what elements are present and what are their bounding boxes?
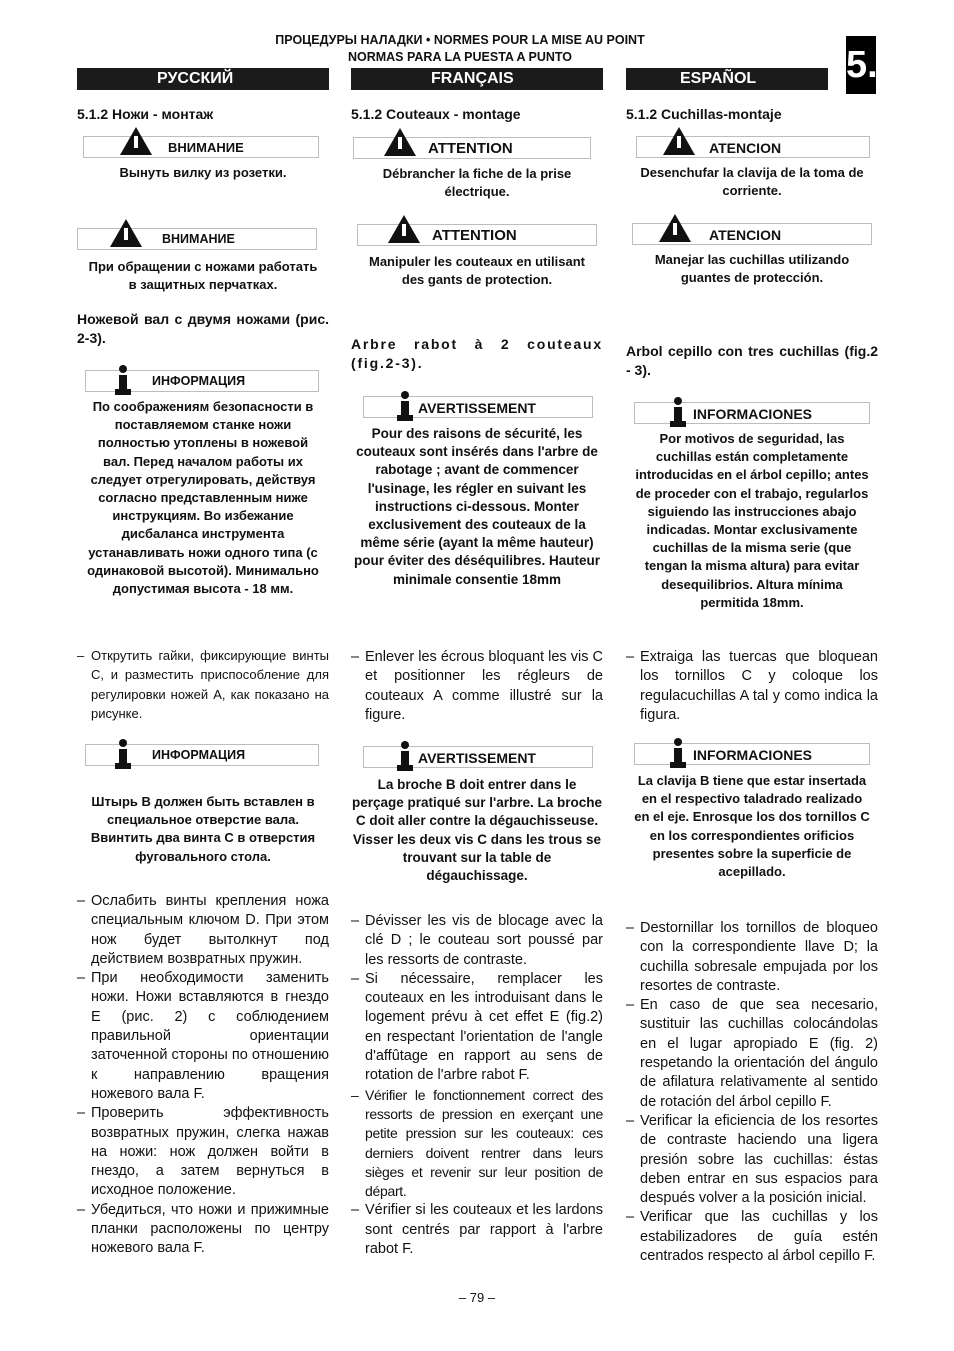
column-russian bbox=[77, 68, 329, 1298]
warning-triangle-icon bbox=[663, 127, 695, 155]
step-item: – Vérifier si les couteaux et les lardons sont centrés par rapport à l'arbre rabot F. bbox=[351, 1201, 603, 1259]
info-icon bbox=[661, 397, 695, 429]
step-item: – Убедиться, что ножи и прижимные планки расположены по центру ножевого вала F. bbox=[77, 1201, 329, 1259]
info-box bbox=[363, 746, 593, 768]
info-box bbox=[634, 743, 870, 765]
info-icon bbox=[106, 365, 140, 397]
info-label: ИНФОРМАЦИЯ bbox=[152, 374, 246, 388]
language-band: РУССКИЙ bbox=[77, 68, 329, 90]
step-item: – Ослабить винты крепления ножа специальным ключом D. При этом нож будет вытолкнут под действием возвратных пружин. bbox=[77, 892, 329, 969]
info-icon bbox=[388, 391, 422, 423]
warning-box bbox=[632, 223, 872, 245]
column-spanish bbox=[626, 68, 878, 1298]
warning-box bbox=[77, 228, 317, 250]
info-label: AVERTISSEMENT bbox=[418, 400, 536, 416]
header-line-2: NORMAS PARA LA PUESTA A PUNTO bbox=[347, 50, 573, 64]
info-icon bbox=[106, 739, 140, 771]
section-number: 5. bbox=[846, 36, 876, 94]
section-heading: 5.1.2 Cuchillas-montaje bbox=[626, 106, 782, 122]
step-item: – Extraiga las tuercas que bloquean los tornillos C y coloque los regulacuchillas A tal y como indica la figura. bbox=[626, 648, 878, 725]
warning-text: Manejar las cuchillas utilizando guantes de protección. bbox=[654, 252, 850, 286]
step-item: – Открутить гайки, фиксирующие винты C, и разместить приспособление для регулировки ножей A, как показано на рисунке. bbox=[77, 646, 329, 723]
step-item: – Enlever les écrous bloquant les vis C et positionner les régleurs de couteaux A comme illustré sur la figure. bbox=[351, 648, 603, 725]
info-text: La clavija B tiene que estar insertada en el respectivo taladrado realizado en el eje. Enrosque los dos tornillos C en los correspondientes orificios presentes sobre la superficie de acepillado. bbox=[634, 773, 870, 880]
info-text: La broche B doit entrer dans le perçage pratiqué sur l'arbre. La broche C doit aller contre la dégauchisseuse. Visser les deux vis C dans les trous se trouvant sur la table de dégauchissage. bbox=[351, 777, 603, 884]
info-label: INFORMACIONES bbox=[693, 406, 812, 422]
subheading: Ножевой вал с двумя ножами (рис. 2-3). bbox=[77, 311, 329, 346]
warning-triangle-icon bbox=[120, 127, 152, 155]
section-heading: 5.1.2 Couteaux - montage bbox=[351, 106, 521, 122]
warning-label: ВНИМАНИЕ bbox=[168, 140, 244, 155]
page-number: – 79 – bbox=[458, 1290, 496, 1305]
step-item: – Verificar que las cuchillas y los estabilizadores de guía estén centrados respecto al árbol cepillo F. bbox=[626, 1208, 878, 1266]
warning-text: Desenchufar la clavija de la toma de corriente. bbox=[640, 165, 864, 199]
info-box bbox=[85, 744, 319, 766]
warning-label: ВНИМАНИЕ bbox=[162, 232, 235, 246]
step-item: – En caso de que sea necesario, sustituir las cuchillas colocándolas en el lugar apropiado E (fig. 2) respetando la orientación del ángulo de afilatura relativamente al sentido de rotación del árbol cepillo F. bbox=[626, 996, 878, 1112]
info-icon bbox=[388, 741, 422, 773]
warning-label: ATTENTION bbox=[432, 227, 517, 244]
section-heading: 5.1.2 Ножи - монтаж bbox=[77, 106, 214, 122]
info-text: Штырь B должен быть вставлен в специальное отверстие вала. Ввинтить два винта C в отверстия фуговального стола. bbox=[90, 794, 316, 864]
warning-box bbox=[636, 136, 870, 158]
subheading: Arbre rabot à 2 couteaux (fig.2-3). bbox=[351, 336, 603, 371]
language-band: ESPAÑOL bbox=[626, 68, 828, 90]
step-item: – Dévisser les vis de blocage avec la clé D ; le couteau sort poussé par les ressorts de contraste. bbox=[351, 912, 603, 970]
warning-text: Manipuler les couteaux en utilisant des gants de protection. bbox=[369, 254, 585, 288]
warning-label: ATENCION bbox=[709, 140, 782, 156]
info-box bbox=[634, 402, 870, 424]
steps-list bbox=[77, 892, 329, 1259]
warning-label: ATENCION bbox=[709, 227, 782, 243]
warning-box bbox=[83, 136, 319, 158]
step-item: – Verificar la eficiencia de los resortes de contraste haciendo una ligera presión sobre las cuchillas: éstas deben entrar en sus espacios para después volver a la posición inicial. bbox=[626, 1112, 878, 1208]
step-item: – Si nécessaire, remplacer les couteaux en les introduisant dans le logement prévu à cet effet E (fig.2) en respectant l'orientation de l'angle d'affûtage en rapport au sens de rotation de l'arbre rabot F. bbox=[351, 970, 603, 1086]
warning-triangle-icon bbox=[659, 214, 691, 242]
info-text: Por motivos de seguridad, las cuchillas están completamente introducidas en el árbol cepillo; antes de proceder con el trabajo, regularlos siguiendo las instrucciones abajo indicadas. Montar exclusivamente cuchillas de la misma serie (que tengan la misma altura) para evitar desequilibrios. Altura mínima permitida 18mm. bbox=[635, 431, 869, 610]
warning-triangle-icon bbox=[388, 215, 420, 243]
warning-box bbox=[357, 224, 597, 246]
steps-list bbox=[351, 912, 603, 1259]
info-label: ИНФОРМАЦИЯ bbox=[152, 748, 246, 762]
header-line-1: ПРОЦЕДУРЫ НАЛАДКИ • NORMES POUR LA MISE AU POINT bbox=[275, 33, 645, 47]
info-label: INFORMACIONES bbox=[693, 747, 812, 763]
column-french bbox=[351, 68, 603, 1298]
warning-text: При обращении с ножами работать в защитных перчатках. bbox=[88, 259, 318, 293]
warning-label: ATTENTION bbox=[428, 140, 513, 157]
step-item: – При необходимости заменить ножи. Ножи вставляются в гнездо E (рис. 2) с соблюдением правильной ориентации заточенной стороны по отношению к направлению вращения ножевого вала F. bbox=[77, 969, 329, 1104]
step-item: – Проверить эффективность возвратных пружин, слегка нажав на ножи: нож должен войти в гнездо, а затем вернуться в исходное положение. bbox=[77, 1104, 329, 1200]
step-item: – Destornillar los tornillos de bloqueo con la correspondiente llave D; la cuchilla sobresale empujada por los resortes de contraste. bbox=[626, 919, 878, 996]
step-item: – Vérifier le fonctionnement correct des ressorts de pression en exerçant une petite pression sur les couteaux: ces derniers doivent rentrer dans leurs sièges et revenir sur leur position de départ. bbox=[351, 1086, 603, 1202]
warning-triangle-icon bbox=[384, 128, 416, 156]
info-icon bbox=[661, 738, 695, 770]
warning-text: Вынуть вилку из розетки. bbox=[119, 165, 287, 180]
subheading: Arbol cepillo con tres cuchillas (fig.2 - 3). bbox=[626, 343, 878, 378]
warning-triangle-icon bbox=[110, 219, 142, 247]
info-label: AVERTISSEMENT bbox=[418, 750, 536, 766]
warning-text: Débrancher la fiche de la prise électrique. bbox=[382, 166, 572, 200]
info-text: Pour des raisons de sécurité, les couteaux sont insérés dans l'arbre de rabotage ; avant de commencer l'usinage, les régler en suivant les instructions ci-dessous. Monter exclusivement des couteaux de la même série (ayant la même hauteur) pour éviter des déséquilibres. Hauteur minimale consentie 18mm bbox=[353, 426, 601, 587]
steps-list bbox=[626, 919, 878, 1266]
info-box bbox=[363, 396, 593, 418]
info-text: По соображениям безопасности в поставляемом станке ножи полностью утоплены в ножевой вал. Перед началом работы их следует отрегулировать, действуя согласно представленным ниже инструкциям. Во избежание дисбаланса инструмента устанавливать ножи одного типа (с одинаковой высотой). Минимально допустимая высота - 18 мм. bbox=[87, 399, 319, 597]
language-band: FRANÇAIS bbox=[351, 68, 603, 90]
info-box bbox=[85, 370, 319, 392]
warning-box bbox=[353, 137, 591, 159]
